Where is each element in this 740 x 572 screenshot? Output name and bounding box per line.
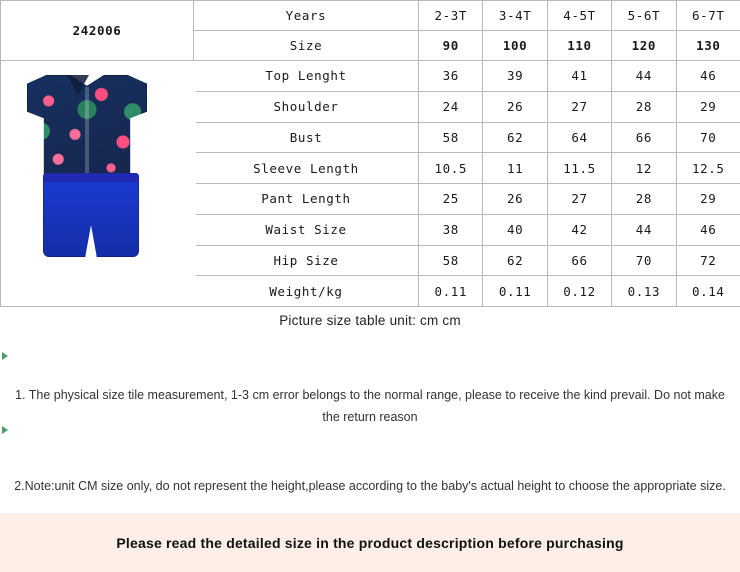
product-image <box>1 61 194 307</box>
row-label-top-lenght: Top Lenght <box>194 61 419 92</box>
size-100: 100 <box>483 31 547 61</box>
row-label-bust: Bust <box>194 122 419 153</box>
pant-length-120: 28 <box>612 184 676 215</box>
row-label-waist-size: Waist Size <box>194 214 419 245</box>
row-label-hip-size: Hip Size <box>194 245 419 276</box>
size-130: 130 <box>676 31 740 61</box>
years-6-7t: 6-7T <box>676 1 740 31</box>
top-lenght-110: 41 <box>547 61 611 92</box>
waist-size-100: 40 <box>483 214 547 245</box>
row-label-sleeve-length: Sleeve Length <box>194 153 419 184</box>
row-label-pant-length: Pant Length <box>194 184 419 215</box>
size-110: 110 <box>547 31 611 61</box>
top-lenght-100: 39 <box>483 61 547 92</box>
shorts-graphic <box>43 173 139 257</box>
years-5-6t: 5-6T <box>612 1 676 31</box>
bust-120: 66 <box>612 122 676 153</box>
shoulder-110: 27 <box>547 91 611 122</box>
shoulder-100: 26 <box>483 91 547 122</box>
footer-text: Please read the detailed size in the product description before purchasing <box>116 534 624 551</box>
table-row <box>1 1 740 31</box>
shoulder-90: 24 <box>419 91 483 122</box>
years-3-4t: 3-4T <box>483 1 547 31</box>
row-label-years: Years <box>194 1 419 31</box>
sleeve-length-100: 11 <box>483 153 547 184</box>
hip-size-130: 72 <box>676 245 740 276</box>
hip-size-120: 70 <box>612 245 676 276</box>
weight-130: 0.14 <box>676 276 740 307</box>
hip-size-100: 62 <box>483 245 547 276</box>
hip-size-90: 58 <box>419 245 483 276</box>
size-90: 90 <box>419 31 483 61</box>
pant-length-110: 27 <box>547 184 611 215</box>
weight-90: 0.11 <box>419 276 483 307</box>
size-120: 120 <box>612 31 676 61</box>
product-illustration <box>3 61 196 306</box>
table-row <box>1 61 740 92</box>
footer-banner <box>0 513 740 572</box>
years-2-3t: 2-3T <box>419 1 483 31</box>
shirt-placket-graphic <box>85 87 89 177</box>
years-4-5t: 4-5T <box>547 1 611 31</box>
row-label-weight: Weight/kg <box>194 276 419 307</box>
row-label-shoulder: Shoulder <box>194 91 419 122</box>
top-lenght-120: 44 <box>612 61 676 92</box>
note-unit-cm: 2.Note:unit CM size only, do not represent the height,please according to the baby's actual height to choose the appropriate size. <box>14 479 726 493</box>
shorts-waistband-graphic <box>43 173 139 182</box>
waist-size-130: 46 <box>676 214 740 245</box>
waist-size-110: 42 <box>547 214 611 245</box>
bust-90: 58 <box>419 122 483 153</box>
bust-130: 70 <box>676 122 740 153</box>
bust-110: 64 <box>547 122 611 153</box>
pant-length-100: 26 <box>483 184 547 215</box>
hip-size-110: 66 <box>547 245 611 276</box>
sleeve-length-120: 12 <box>612 153 676 184</box>
weight-110: 0.12 <box>547 276 611 307</box>
shoulder-120: 28 <box>612 91 676 122</box>
shoulder-130: 29 <box>676 91 740 122</box>
pant-length-90: 25 <box>419 184 483 215</box>
weight-100: 0.11 <box>483 276 547 307</box>
weight-120: 0.13 <box>612 276 676 307</box>
note-measurement-tolerance: 1. The physical size tile measurement, 1-3 cm error belongs to the normal range, please to receive the kind prevail. Do not make the return reason <box>15 388 725 424</box>
sleeve-length-90: 10.5 <box>419 153 483 184</box>
arrow-marker-icon <box>2 352 8 360</box>
product-sku: 242006 <box>1 1 194 61</box>
bust-100: 62 <box>483 122 547 153</box>
top-lenght-90: 36 <box>419 61 483 92</box>
row-label-size: Size <box>194 31 419 61</box>
table-unit-caption: Picture size table unit: cm cm <box>279 313 461 328</box>
waist-size-120: 44 <box>612 214 676 245</box>
sleeve-length-110: 11.5 <box>547 153 611 184</box>
sleeve-length-130: 12.5 <box>676 153 740 184</box>
pant-length-130: 29 <box>676 184 740 215</box>
waist-size-90: 38 <box>419 214 483 245</box>
top-lenght-130: 46 <box>676 61 740 92</box>
